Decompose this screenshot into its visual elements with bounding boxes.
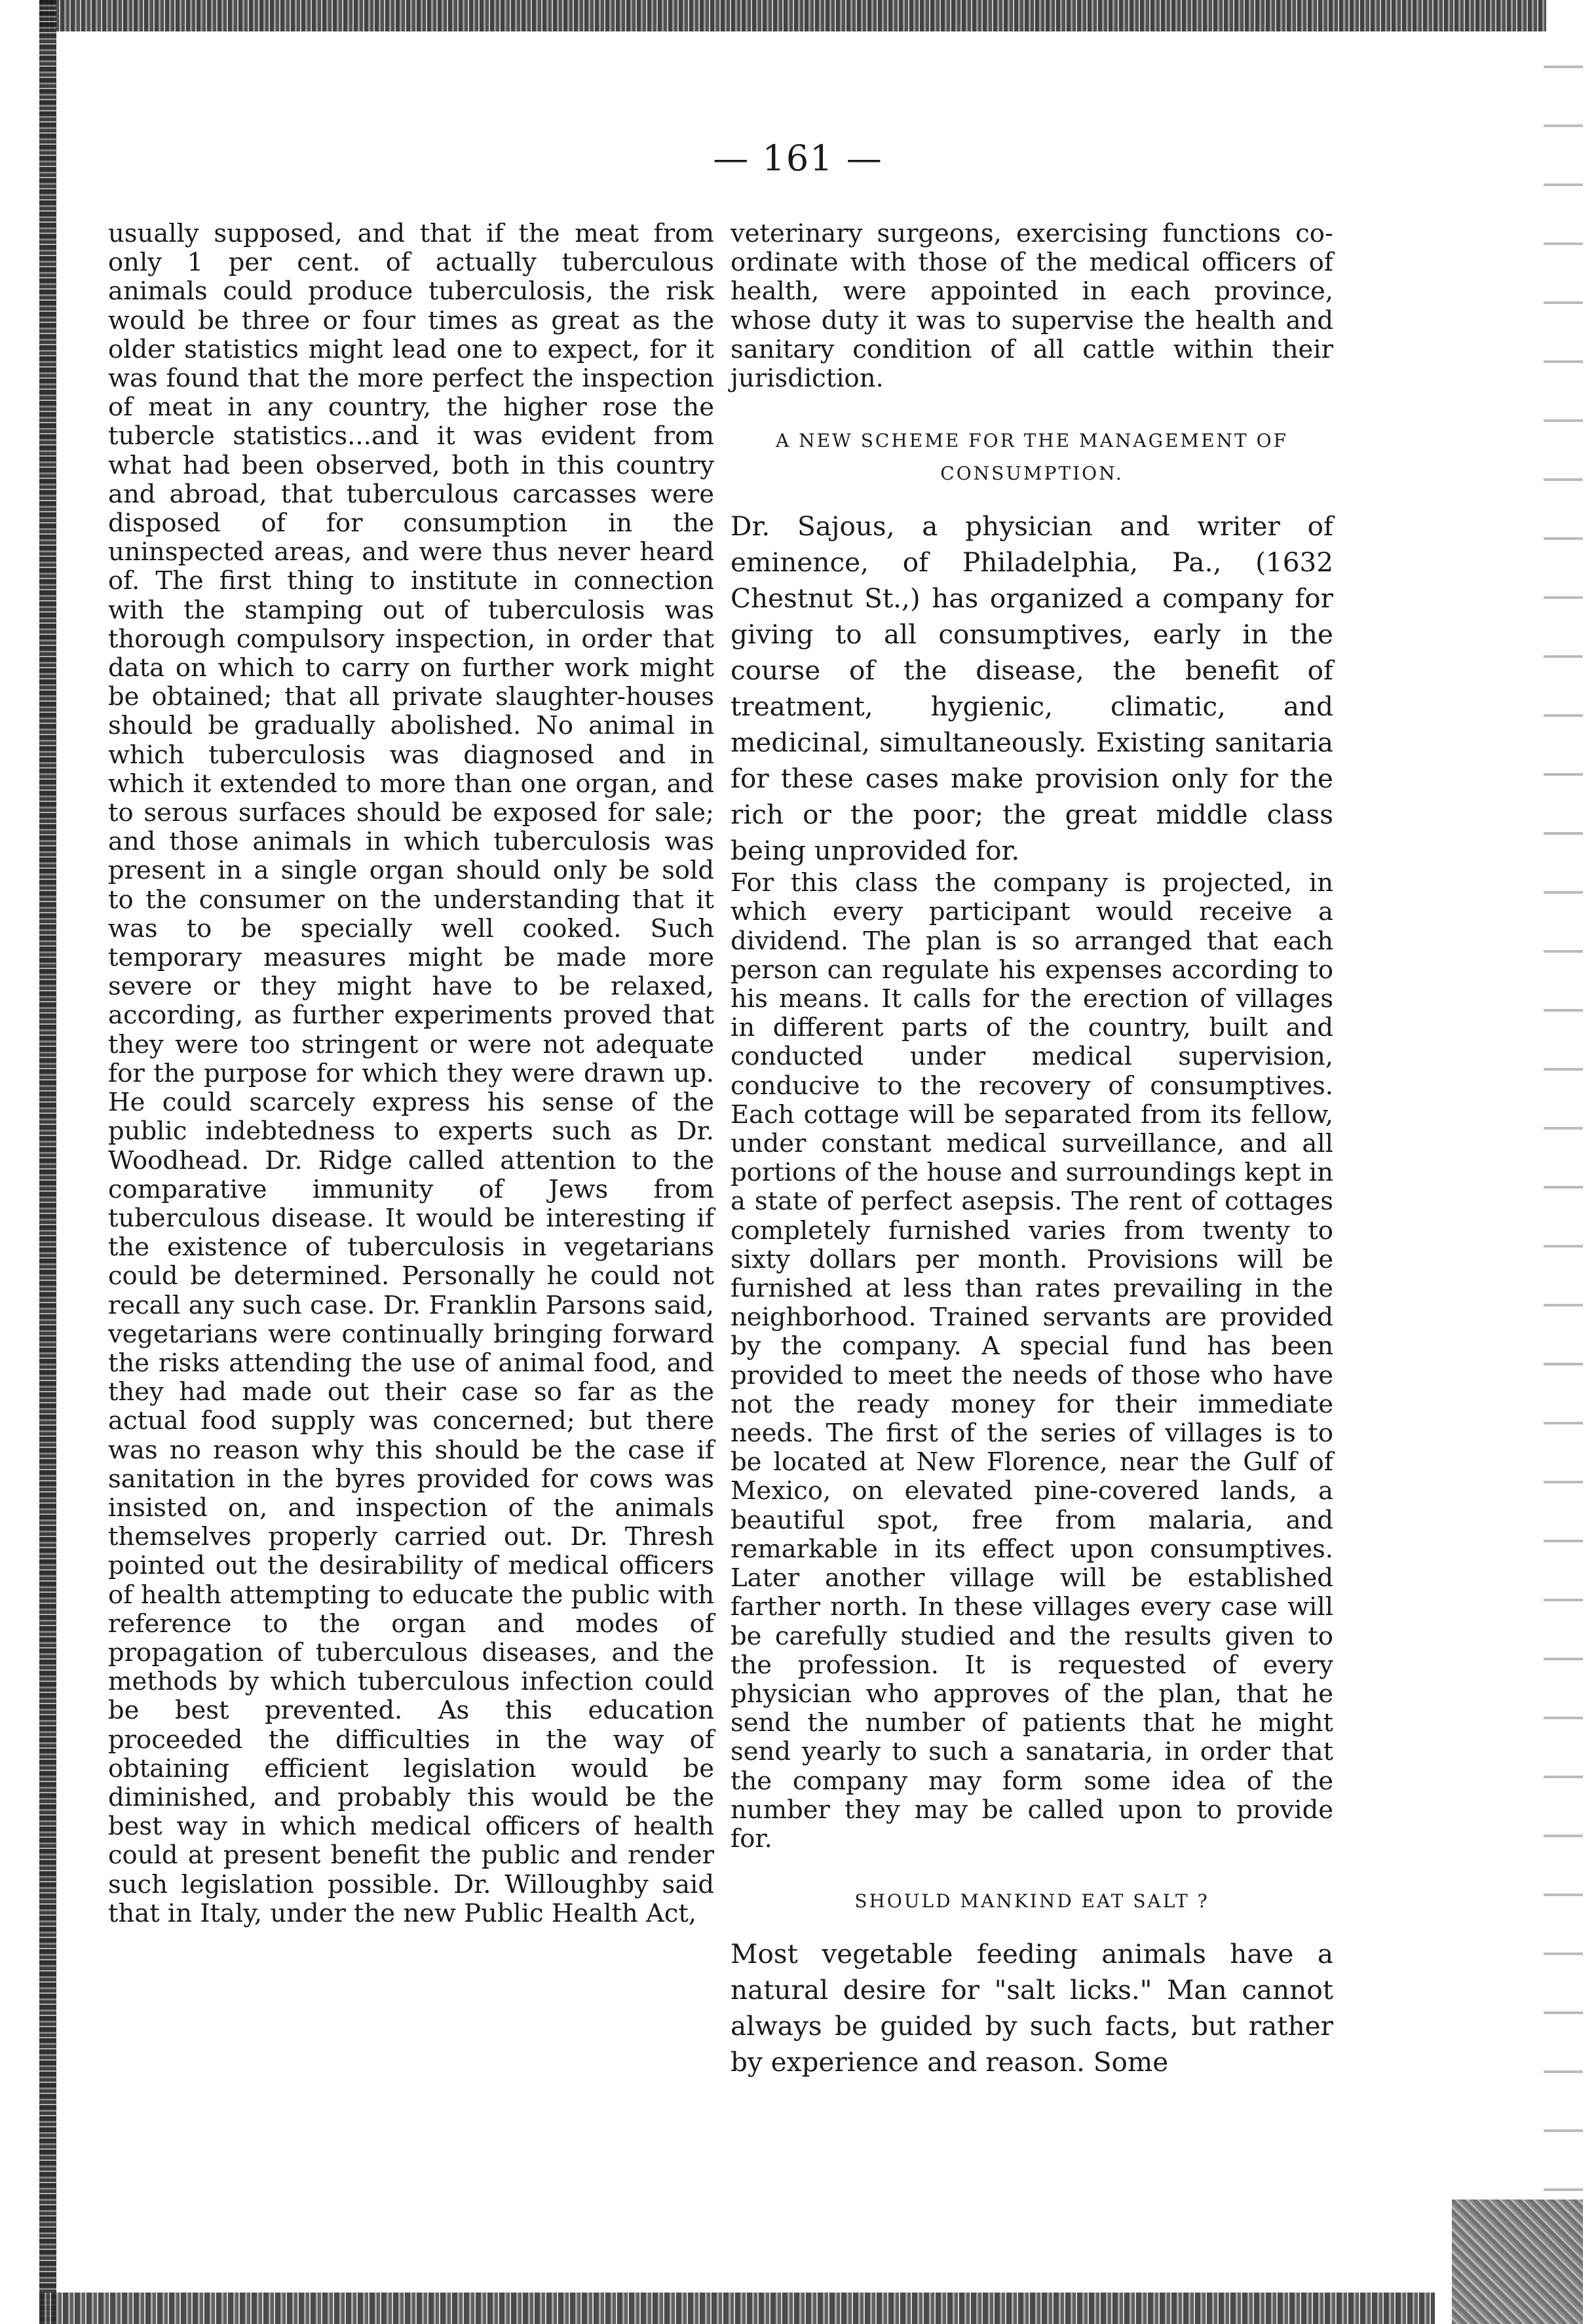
salt-lead-paragraph: Most vegetable feeding animals have a natural desire for "salt licks." Man cannot always be guided by such facts, but rather by experience and reason. Some [731, 1938, 1333, 2078]
scan-edge-right [1544, 39, 1583, 2241]
right-column-continuation: veterinary surgeons, exercising functions co-ordinate with those of the medical officers of health, were appointed in each province, whose duty it was to supervise the health and sanitary condition of all cattle within their jurisdiction. [731, 219, 1333, 394]
scan-edge-bottom [39, 2293, 1435, 2324]
section-heading-salt [731, 1885, 1333, 1918]
page-number: — 161 — [713, 138, 883, 179]
section-heading-consumption [731, 425, 1333, 490]
section-heading-line2: CONSUMPTION. [940, 463, 1124, 485]
right-column [731, 219, 1333, 2080]
scan-corner-bottom-right [1452, 2200, 1583, 2324]
consumption-body-paragraph: For this class the company is projected, in which every participant would receive a dividend. The plan is so arranged that each person can regulate his expenses according to his means. It calls for the erection of villages in different parts of the country, built and conducted under medical supervision, conducive to the recovery of consumptives. Each cottage will be separated from its fellow, under constant medical surveillance, and all portions of the house and surroundings kept in a state of perfect asepsis. The rent of cottages completely furnished varies from twenty to sixty dollars per month. Provisions will be furnished at less than rates prevailing in the neighborhood. Trained servants are provided by the company. A special fund has been provided to meet the needs of those who have not the ready money for their immediate needs. The first of the series of villages is to be located at New Florence, near the Gulf of Mexico, on elevated pine-covered lands, a beautiful spot, free from malaria, and remarkable in its effect upon consumptives. Later another village will be established farther north. In these villages every case will be carefully studied and the results given to the profession. It is requested of every physician who approves of the plan, that he send the number of patients that he might send yearly to such a sanataria, in order that the company may form some idea of the number they may be called upon to provide for. [731, 868, 1333, 1854]
left-column [108, 219, 714, 1928]
consumption-lead-paragraph: Dr. Sajous, a physician and writer of eminence, of Philadelphia, Pa., (1632 Chestnut St.,) has organized a company for giving to all consumptives, early in the course of the disease, the benefit of treatment, hygienic, climatic, and medicinal, simultaneously. Existing sanitaria for these cases make provision only for the rich or the poor; the great middle class being unprovided for. [731, 510, 1333, 867]
scan-edge-left [39, 0, 56, 2324]
section-heading-line1: A NEW SCHEME FOR THE MANAGEMENT OF [776, 430, 1288, 452]
left-column-text: usually supposed, and that if the meat from only 1 per cent. of actually tuberculous animals could produce tuberculosis, the risk would be three or four times as great as the older statistics might lead one to expect, for it was found that the more perfect the inspection of meat in any country, the higher rose the tubercle statistics...and it was evident from what had been observed, both in this country and abroad, that tuberculous carcasses were disposed of for consumption in the uninspected areas, and were thus never heard of. The first thing to institute in connection with the stamping out of tuberculosis was thorough compulsory inspection, in order that data on which to carry on further work might be obtained; that all private slaughter-houses should be gradually abolished. No animal in which tuberculosis was diagnosed and in which it extended to more than one organ, and to serous surfaces should be exposed for sale; and those animals in which tuberculosis was present in a single organ should only be sold to the consumer on the understanding that it was to be specially well cooked. Such temporary measures might be made more severe or they might have to be relaxed, according, as further experiments proved that they were too stringent or were not adequate for the purpose for which they were drawn up. He could scarcely express his sense of the public indebtedness to experts such as Dr. Woodhead. Dr. Ridge called attention to the comparative immunity of Jews from tuberculous disease. It would be interesting if the existence of tuberculosis in vegetarians could be determined. Personally he could not recall any such case. Dr. Franklin Parsons said, vegetarians were continually bringing forward the risks attending the use of animal food, and they had made out their case so far as the actual food supply was concerned; but there was no reason why this should be the case if sanitation in the byres provided for cows was insisted on, and inspection of the animals themselves properly carried out. Dr. Thresh pointed out the desirability of medical officers of health attempting to educate the public with reference to the organ and modes of propagation of tuberculous diseases, and the methods by which tuberculous infection could be best prevented. As this education proceeded the difficulties in the way of obtaining efficient legislation would be diminished, and probably this would be the best way in which medical officers of health could at present benefit the public and render such legislation possible. Dr. Willoughby said that in Italy, under the new Public Health Act, [108, 219, 714, 1928]
scan-edge-top [39, 0, 1546, 31]
section-heading-salt-text: SHOULD MANKIND EAT SALT ? [854, 1890, 1209, 1913]
